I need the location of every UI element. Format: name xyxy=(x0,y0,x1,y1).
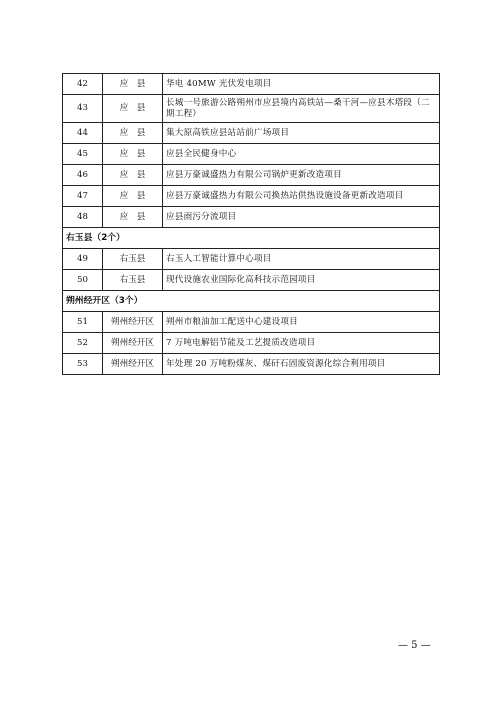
row-project-name: 华电 40MW 光伏发电项目 xyxy=(163,74,440,95)
row-project-name: 年处理 20 万吨粉煤灰、煤矸石固废资源化综合利用项目 xyxy=(163,354,440,375)
row-project-name: 集大原高铁应县站站前广场项目 xyxy=(163,123,440,144)
table-row xyxy=(63,144,440,165)
row-location: 朔州经开区 xyxy=(103,333,163,354)
section-title-youyu: 右玉县（2个） xyxy=(63,228,440,249)
table-row xyxy=(63,186,440,207)
row-number: 50 xyxy=(63,270,103,291)
table-row xyxy=(63,95,440,123)
row-location: 应 县 xyxy=(103,123,163,144)
row-location: 朔州经开区 xyxy=(103,312,163,333)
row-project-name: 现代设施农业国际化高科技示范园项目 xyxy=(163,270,440,291)
table-row xyxy=(63,249,440,270)
row-project-name: 朔州市粮油加工配送中心建设项目 xyxy=(163,312,440,333)
row-location: 右玉县 xyxy=(103,270,163,291)
row-location: 应 县 xyxy=(103,144,163,165)
table-row xyxy=(63,207,440,228)
section-header-row xyxy=(63,228,440,249)
row-project-name: 应县万豪诚盛热力有限公司锅炉更新改造项目 xyxy=(163,165,440,186)
row-project-name: 应县全民健身中心 xyxy=(163,144,440,165)
row-location: 应 县 xyxy=(103,186,163,207)
row-project-name: 右玉人工智能计算中心项目 xyxy=(163,249,440,270)
row-location: 应 县 xyxy=(103,95,163,123)
row-number: 42 xyxy=(63,74,103,95)
row-number: 52 xyxy=(63,333,103,354)
table-row xyxy=(63,74,440,95)
table-row xyxy=(63,123,440,144)
row-number: 49 xyxy=(63,249,103,270)
row-project-name: 应县雨污分流项目 xyxy=(163,207,440,228)
row-project-name: 长城一号旅游公路朔州市应县境内高铁站—桑干河—应县木塔段（二期工程） xyxy=(163,95,440,123)
table-row xyxy=(63,333,440,354)
page-number: — 5 — xyxy=(398,640,431,651)
row-number: 51 xyxy=(63,312,103,333)
row-number: 43 xyxy=(63,95,103,123)
row-number: 53 xyxy=(63,354,103,375)
table-row xyxy=(63,165,440,186)
row-location: 右玉县 xyxy=(103,249,163,270)
section-title-shuozhou: 朔州经开区（3个） xyxy=(63,291,440,312)
row-number: 45 xyxy=(63,144,103,165)
row-project-name: 应县万豪诚盛热力有限公司换热站供热设施设备更新改造项目 xyxy=(163,186,440,207)
project-table xyxy=(62,73,440,375)
row-location: 应 县 xyxy=(103,74,163,95)
row-number: 46 xyxy=(63,165,103,186)
table-row xyxy=(63,312,440,333)
section-header-row xyxy=(63,291,440,312)
row-location: 应 县 xyxy=(103,165,163,186)
row-number: 44 xyxy=(63,123,103,144)
row-number: 48 xyxy=(63,207,103,228)
row-project-name: 7 万吨电解铝节能及工艺提质改造项目 xyxy=(163,333,440,354)
row-number: 47 xyxy=(63,186,103,207)
row-location: 应 县 xyxy=(103,207,163,228)
table-row xyxy=(63,270,440,291)
table-row xyxy=(63,354,440,375)
row-location: 朔州经开区 xyxy=(103,354,163,375)
